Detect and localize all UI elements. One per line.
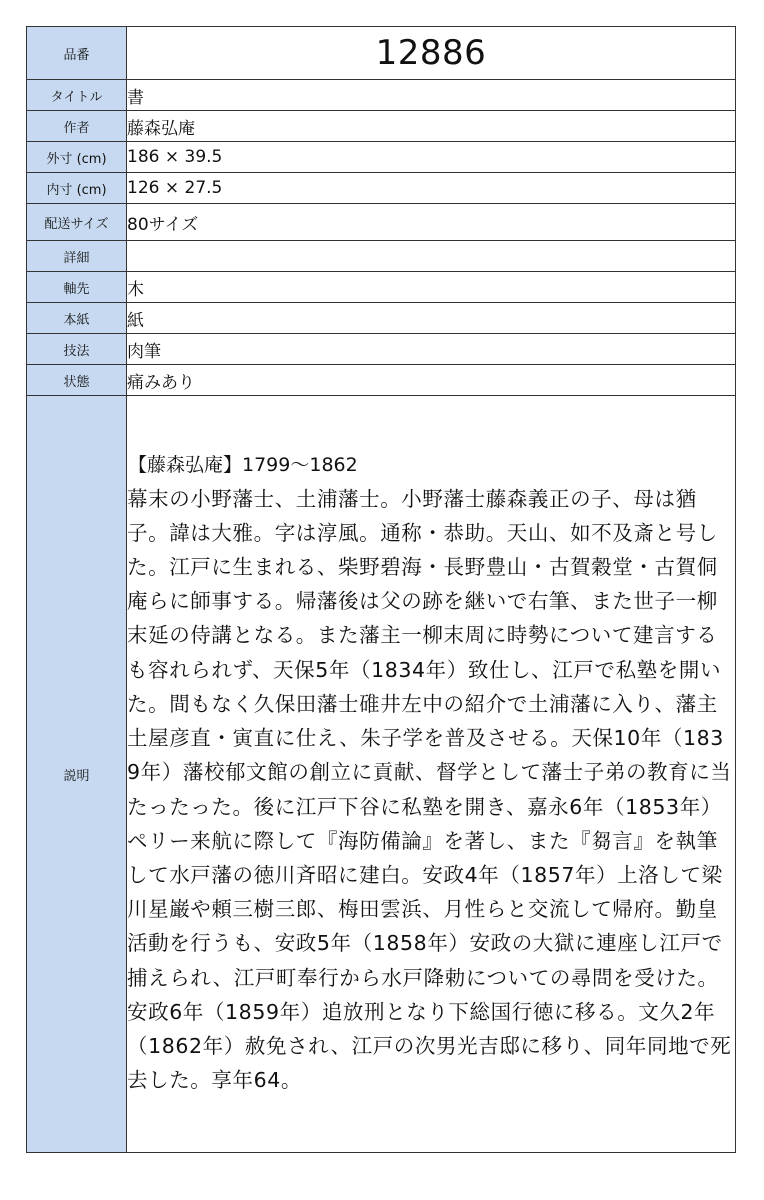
label-base-material: 本紙 — [27, 303, 127, 334]
row-item-number — [27, 27, 736, 80]
label-technique: 技法 — [27, 334, 127, 365]
row-outer-size — [27, 142, 736, 173]
value-outer-size: 186 × 39.5 — [127, 142, 736, 173]
label-inner-size: 内寸 (cm) — [27, 173, 127, 204]
value-base-material: 紙 — [127, 303, 736, 334]
row-base-material — [27, 303, 736, 334]
label-shipping-size: 配送サイズ — [27, 204, 127, 241]
value-condition: 痛みあり — [127, 365, 736, 396]
row-description — [27, 396, 736, 1153]
description-heading: 【藤森弘庵】1799～1862 — [128, 453, 358, 476]
label-roller-end: 軸先 — [27, 272, 127, 303]
label-title: タイトル — [27, 80, 127, 111]
row-inner-size — [27, 173, 736, 204]
label-outer-size: 外寸 (cm) — [27, 142, 127, 173]
value-title: 書 — [127, 80, 736, 111]
description-body: 幕末の小野藩士、土浦藩士。小野藩士藤森義正の子、母は猶子。諱は大雅。字は淳風。通称・恭助。天山、如不及斎と号した。江戸に生まれる、柴野碧海・長野豊山・古賀穀堂・古賀侗庵らに師事する。帰藩後は父の跡を継いで右筆、また世子一柳末延の侍講となる。また藩主一柳末周に時勢について建言するも容れられず、天保5年（1834年）致仕し、江戸で私塾を開いた。間もなく久保田藩士碓井左中の紹介で土浦藩に入り、藩主土屋彦直・寅直に仕え、朱子学を普及させる。天保10年（1839年）藩校郁文館の創立に貢献、督学として藩士子弟の教育に当たったった。後に江戸下谷に私塾を開き、嘉永6年（1853年）ペリー来航に際して『海防備論』を著し、また『芻言』を執筆して水戸藩の徳川斉昭に建白。安政4年（1857年）上洛して梁川星巌や頼三樹三郎、梅田雲浜、月性らと交流して帰府。勤皇活動を行うも、安政5年（1858年）安政の大獄に連座し江戸で捕えられ、江戸町奉行から水戸降勅についての尋問を受けた。安政6年（1859年）追放刑となり下総国行徳に移る。文久2年（1862年）赦免され、江戸の次男光吉邸に移り、同年同地で死去した。享年64。 — [127, 486, 732, 1093]
label-description: 説明 — [27, 396, 127, 1153]
row-technique — [27, 334, 736, 365]
value-details — [127, 241, 736, 272]
product-spec-sheet — [26, 26, 736, 1153]
row-roller-end — [27, 272, 736, 303]
label-details: 詳細 — [27, 241, 127, 272]
row-details — [27, 241, 736, 272]
value-inner-size: 126 × 27.5 — [127, 173, 736, 204]
label-author: 作者 — [27, 111, 127, 142]
label-condition: 状態 — [27, 365, 127, 396]
spec-table — [26, 26, 736, 1153]
row-condition — [27, 365, 736, 396]
label-item-number: 品番 — [27, 27, 127, 80]
value-roller-end: 木 — [127, 272, 736, 303]
row-title — [27, 80, 736, 111]
value-item-number: 12886 — [127, 27, 736, 80]
value-description — [127, 396, 736, 1153]
value-shipping-size: 80サイズ — [127, 204, 736, 241]
value-technique: 肉筆 — [127, 334, 736, 365]
row-shipping-size — [27, 204, 736, 241]
row-author — [27, 111, 736, 142]
value-author: 藤森弘庵 — [127, 111, 736, 142]
